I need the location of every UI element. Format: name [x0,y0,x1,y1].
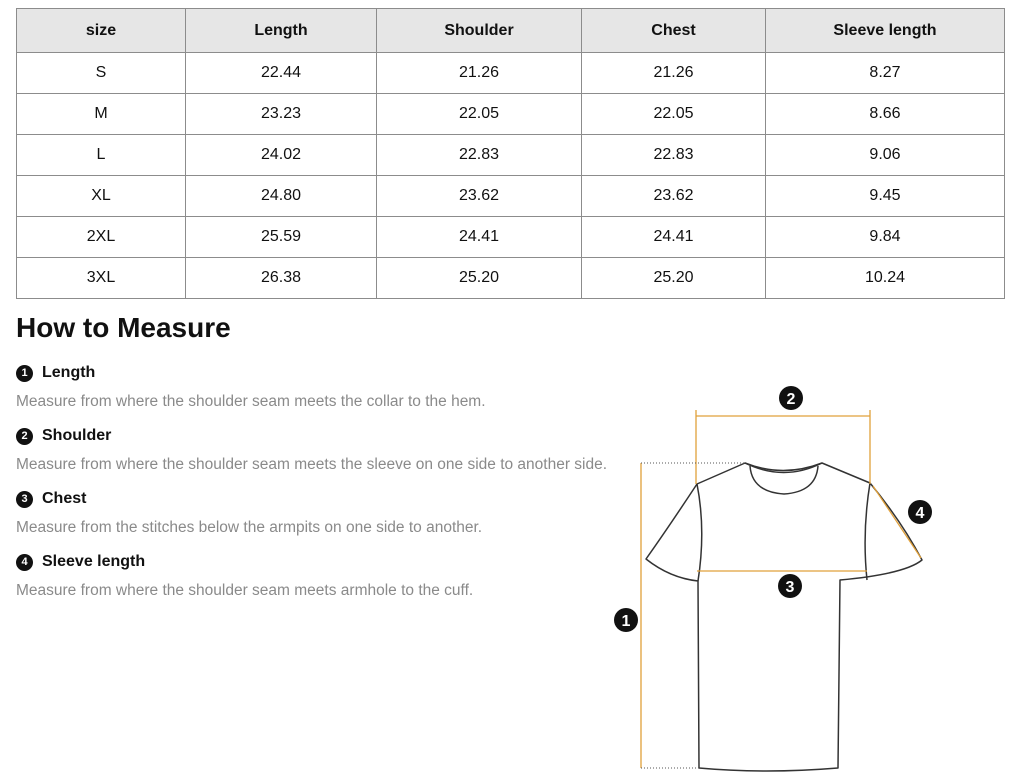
step-shoulder [16,425,607,474]
step-chest [16,488,482,537]
header-chest: Chest [582,9,766,53]
cell-sleeve-length: 8.66 [766,94,1005,135]
table-row [17,135,1005,176]
marker-2-icon [779,386,803,410]
cell-chest: 22.83 [582,135,766,176]
marker-4-label: 4 [915,505,925,522]
step-label: Chest [42,490,87,507]
marker-1-label: 1 [621,613,631,630]
size-chart-table [16,8,1005,299]
table-row [17,258,1005,299]
cell-chest: 23.62 [582,176,766,217]
cell-size: L [17,135,186,176]
header-shoulder: Shoulder [377,9,582,53]
table-row [17,217,1005,258]
table-row [17,94,1005,135]
cell-shoulder: 25.20 [377,258,582,299]
cell-shoulder: 23.62 [377,176,582,217]
cell-size: XL [17,176,186,217]
step-description: Measure from where the shoulder seam meets the collar to the hem. [16,393,486,410]
marker-4-icon [908,500,932,524]
marker-3-label: 3 [785,579,795,596]
step-label: Sleeve length [42,553,146,570]
header-sleeve-length: Sleeve length [766,9,1005,53]
cell-chest: 24.41 [582,217,766,258]
step-sleeve-length [16,551,473,600]
step-label: Length [42,364,96,381]
cell-chest: 22.05 [582,94,766,135]
cell-size: 3XL [17,258,186,299]
cell-length: 22.44 [186,53,377,94]
cell-sleeve-length: 9.45 [766,176,1005,217]
number-3-icon: 3 [16,491,33,508]
marker-1-icon [614,608,638,632]
how-to-measure-title: How to Measure [16,312,231,343]
tshirt-measurement-diagram [600,378,940,774]
marker-2-label: 2 [786,391,796,408]
cell-sleeve-length: 8.27 [766,53,1005,94]
cell-length: 24.02 [186,135,377,176]
cell-length: 26.38 [186,258,377,299]
table-row [17,176,1005,217]
cell-chest: 21.26 [582,53,766,94]
cell-size: S [17,53,186,94]
table-row [17,53,1005,94]
cell-shoulder: 22.83 [377,135,582,176]
header-row [17,9,1005,53]
cell-length: 25.59 [186,217,377,258]
marker-3-icon [778,574,802,598]
cell-shoulder: 24.41 [377,217,582,258]
cell-shoulder: 21.26 [377,53,582,94]
number-2-icon: 2 [16,428,33,445]
cell-sleeve-length: 10.24 [766,258,1005,299]
cell-size: M [17,94,186,135]
cell-shoulder: 22.05 [377,94,582,135]
cell-size: 2XL [17,217,186,258]
cell-length: 24.80 [186,176,377,217]
step-description: Measure from where the shoulder seam meets the sleeve on one side to another side. [16,456,608,473]
cell-length: 23.23 [186,94,377,135]
cell-sleeve-length: 9.84 [766,217,1005,258]
step-description: Measure from where the shoulder seam meets armhole to the cuff. [16,582,474,599]
header-size: size [17,9,186,53]
step-description: Measure from the stitches below the armpits on one side to another. [16,519,483,536]
tshirt-outline-icon [646,463,922,771]
step-label: Shoulder [42,427,112,444]
step-length [16,362,486,411]
cell-chest: 25.20 [582,258,766,299]
header-length: Length [186,9,377,53]
cell-sleeve-length: 9.06 [766,135,1005,176]
number-4-icon: 4 [16,554,33,571]
number-1-icon: 1 [16,365,33,382]
